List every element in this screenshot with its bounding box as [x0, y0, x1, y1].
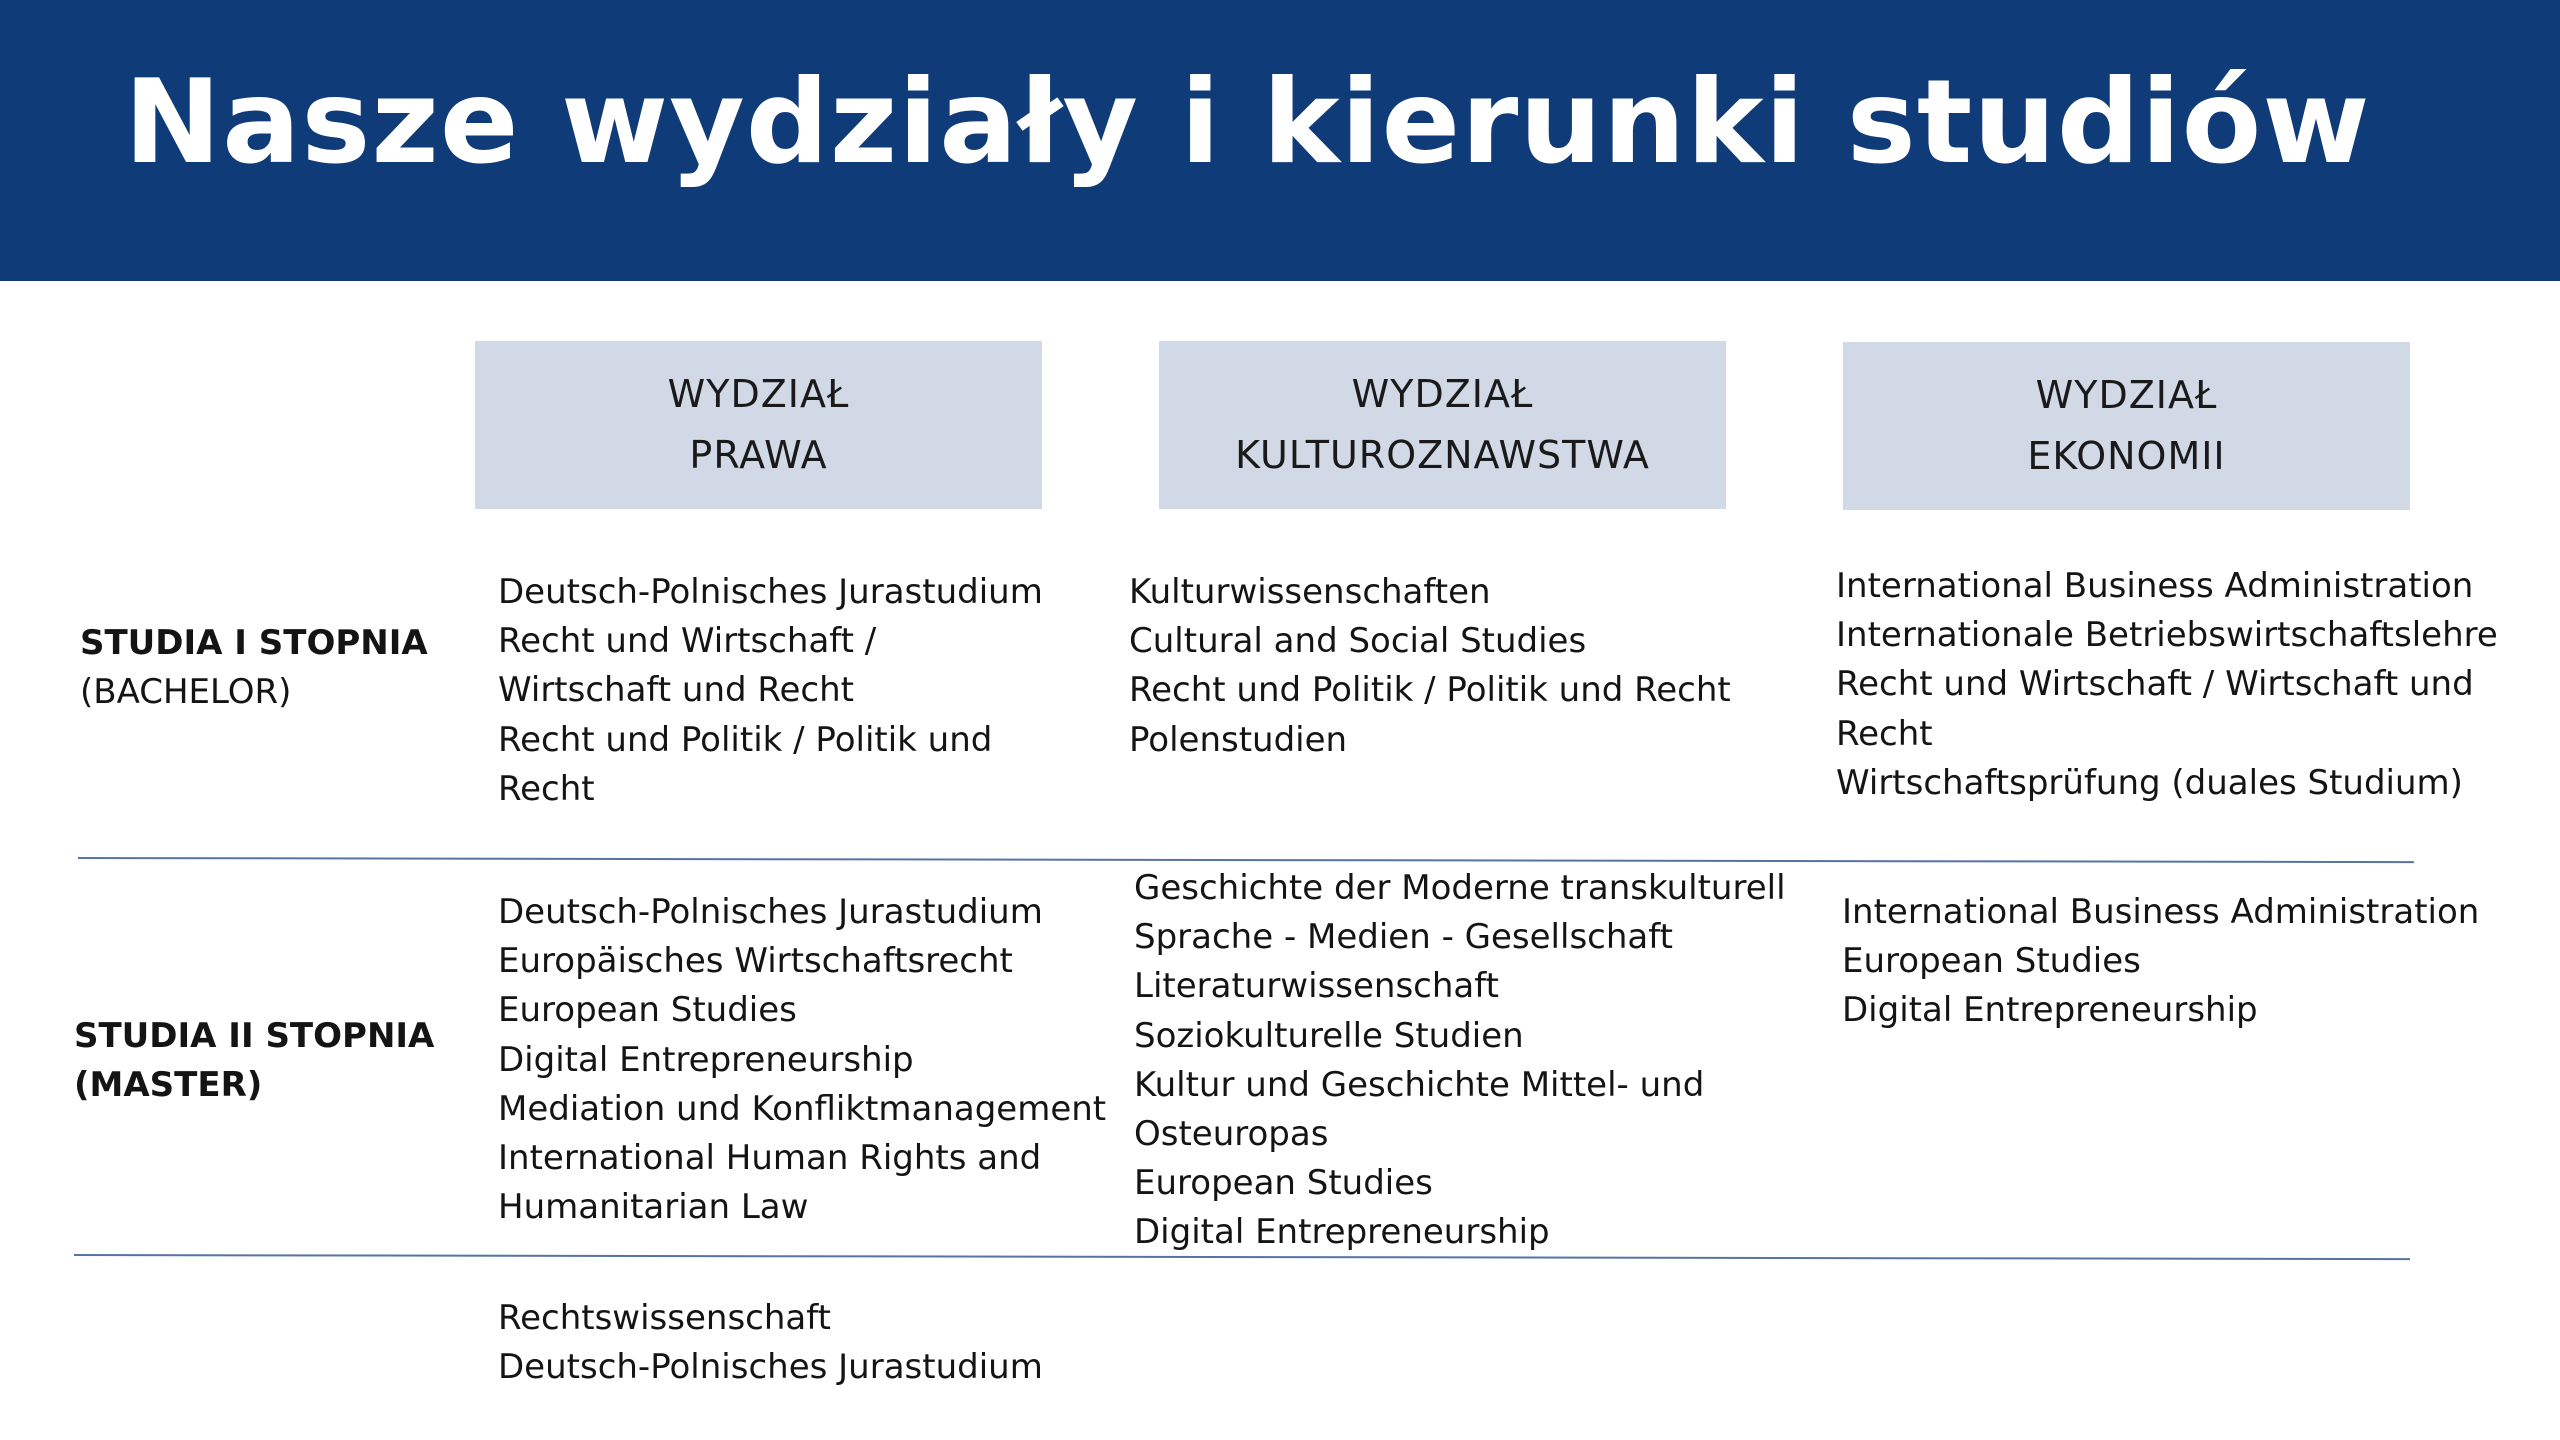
program-item: Recht und Politik / Politik und	[498, 719, 993, 760]
program-item: Rechtswissenschaft	[498, 1298, 831, 1338]
page-title: Nasze wydziały i kierunki studiów	[124, 55, 2371, 190]
row-label-line: STUDIA I STOPNIA	[80, 623, 428, 663]
program-item: Deutsch-Polnisches Jurastudium	[498, 572, 1043, 612]
program-item: Sprache - Medien - Gesellschaft	[1134, 917, 1673, 958]
program-item: Deutsch-Polnisches Jurastudium	[498, 892, 1043, 932]
program-item: Soziokulturelle Studien	[1134, 1015, 1524, 1056]
bachelor-kulturoznawstwa-list	[1129, 568, 1731, 765]
program-item: International Business Administration	[1836, 566, 2474, 606]
bachelor-ekonomii-list	[1836, 562, 2498, 808]
program-item: International Human Rights and	[498, 1138, 1042, 1179]
program-item: Wirtschaftsprüfung (duales Studium)	[1836, 762, 2463, 803]
program-item: European Studies	[1134, 1163, 1433, 1204]
faculty-header-line: KULTUROZNAWSTWA	[1235, 433, 1650, 477]
program-item: European Studies	[498, 990, 797, 1031]
program-item: Recht	[498, 768, 595, 809]
program-item: Kulturwissenschaften	[1129, 572, 1491, 612]
faculty-header-line: EKONOMII	[2027, 434, 2226, 478]
program-item: Osteuropas	[1134, 1114, 1329, 1155]
master-prawa-list	[498, 888, 1106, 1232]
program-item: Recht und Politik / Politik und Recht	[1129, 670, 1731, 711]
program-item: European Studies	[1842, 941, 2141, 982]
program-item: Cultural and Social Studies	[1129, 621, 1587, 662]
program-item: International Business Administration	[1842, 892, 2480, 932]
faculty-header-prawa	[475, 341, 1042, 509]
row-divider	[78, 857, 2414, 863]
program-item: Internationale Betriebswirtschaftslehre	[1836, 615, 2498, 656]
program-item: Literaturwissenschaft	[1134, 966, 1499, 1007]
program-item: Mediation und Konfliktmanagement	[498, 1088, 1107, 1129]
master-ekonomii-list	[1842, 888, 2479, 1036]
faculty-header-kulturoznawstwa	[1159, 341, 1726, 509]
program-item: Europäisches Wirtschaftsrecht	[498, 941, 1013, 982]
program-item: Recht und Wirtschaft /	[498, 621, 877, 662]
program-item: Humanitarian Law	[498, 1187, 809, 1228]
program-item: Recht	[1836, 713, 1933, 754]
third-row-prawa-list	[498, 1294, 1043, 1392]
faculty-header-line: WYDZIAŁ	[2035, 373, 2218, 417]
program-item: Digital Entrepreneurship	[1134, 1212, 1550, 1253]
row-label-line: (BACHELOR)	[80, 672, 292, 712]
program-item: Deutsch-Polnisches Jurastudium	[498, 1347, 1043, 1388]
faculty-header-line: WYDZIAŁ	[1351, 372, 1534, 416]
program-item: Recht und Wirtschaft / Wirtschaft und	[1836, 664, 2474, 705]
program-item: Polenstudien	[1129, 719, 1348, 760]
program-item: Digital Entrepreneurship	[1842, 990, 2258, 1031]
row-label-bachelor	[80, 619, 428, 717]
row-label-line: STUDIA II STOPNIA	[74, 1016, 435, 1056]
faculty-header-ekonomii	[1843, 342, 2410, 510]
faculty-header-line: WYDZIAŁ	[667, 372, 850, 416]
row-label-line: (MASTER)	[74, 1065, 263, 1105]
header-bar	[0, 0, 2560, 281]
row-label-master	[74, 1012, 434, 1110]
bachelor-prawa-list	[498, 568, 1043, 814]
program-item: Wirtschaft und Recht	[498, 670, 855, 711]
program-item: Digital Entrepreneurship	[498, 1039, 914, 1080]
program-item: Kultur und Geschichte Mittel- und	[1134, 1064, 1705, 1105]
master-kulturoznawstwa-list	[1134, 864, 1786, 1258]
faculty-header-line: PRAWA	[689, 433, 828, 477]
program-item: Geschichte der Moderne transkulturell	[1134, 868, 1786, 908]
